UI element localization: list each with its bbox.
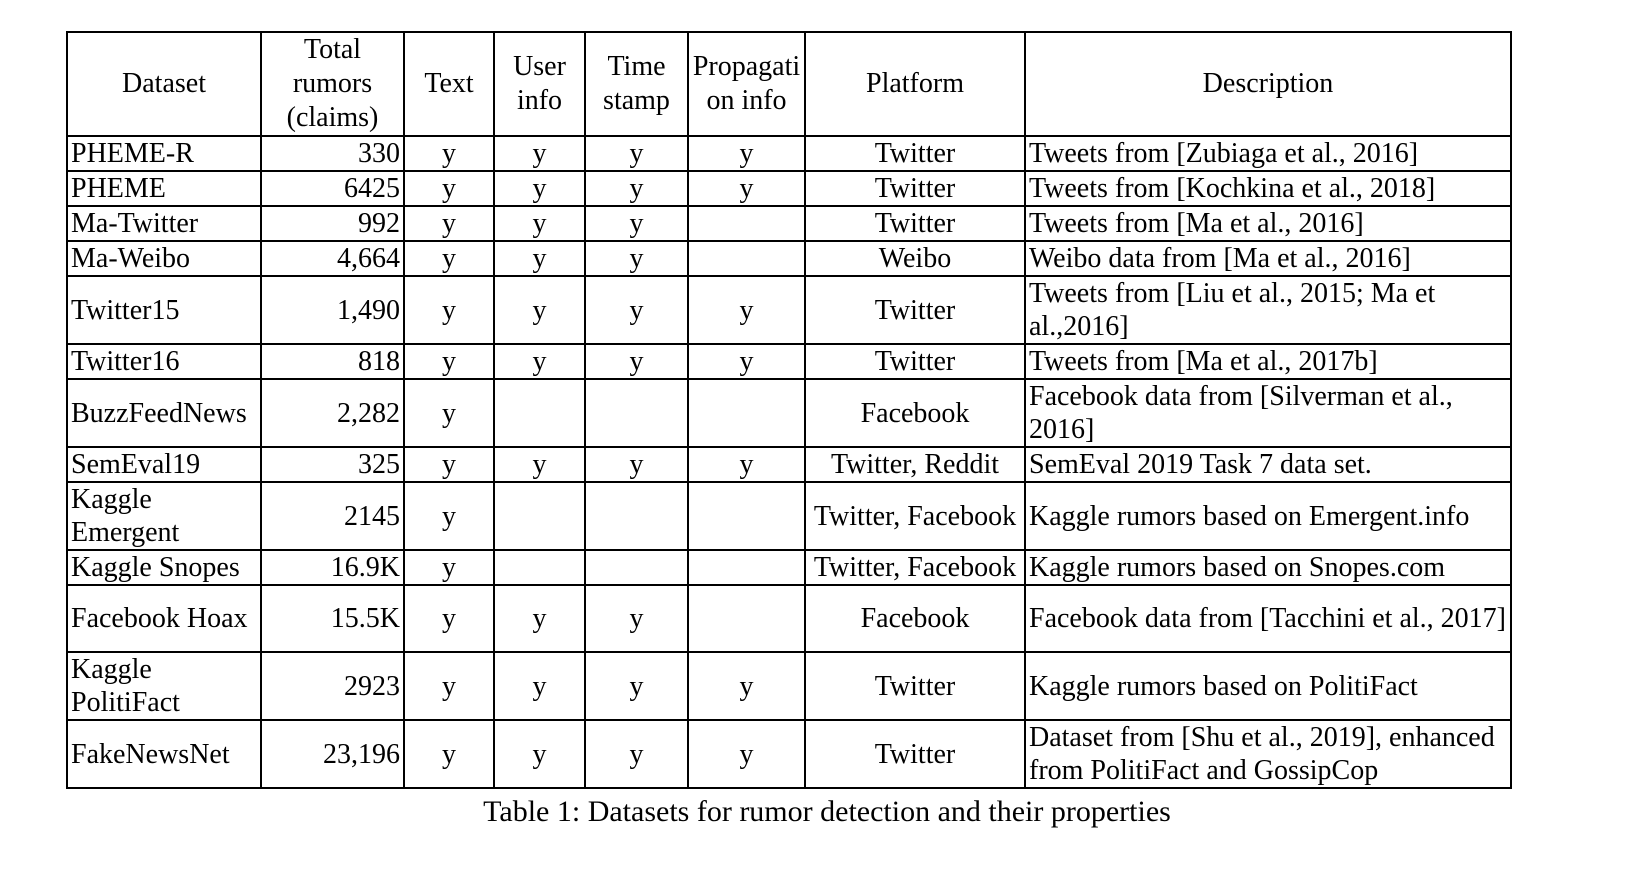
- cell-propagation-info: [688, 206, 805, 241]
- cell-total-rumors: 330: [261, 136, 404, 171]
- header-propagation-info: Propagati on info: [688, 32, 805, 136]
- cell-total-rumors: 2923: [261, 652, 404, 720]
- cell-total-rumors: 2145: [261, 482, 404, 550]
- cell-total-rumors: 2,282: [261, 379, 404, 447]
- cell-text: y: [404, 171, 494, 206]
- cell-time-stamp: [585, 482, 688, 550]
- cell-user-info: y: [494, 652, 585, 720]
- cell-platform: Twitter, Facebook: [805, 482, 1025, 550]
- cell-dataset: Kaggle Snopes: [67, 550, 261, 585]
- cell-description: Kaggle rumors based on PolitiFact: [1025, 652, 1511, 720]
- cell-propagation-info: [688, 241, 805, 276]
- cell-total-rumors: 325: [261, 447, 404, 482]
- cell-dataset: FakeNewsNet: [67, 720, 261, 788]
- cell-text: y: [404, 447, 494, 482]
- table-caption: Table 1: Datasets for rumor detection and their properties: [483, 795, 1171, 828]
- cell-time-stamp: y: [585, 652, 688, 720]
- cell-dataset: Ma-Weibo: [67, 241, 261, 276]
- cell-time-stamp: y: [585, 585, 688, 652]
- cell-propagation-info: y: [688, 171, 805, 206]
- table-row: [67, 652, 1511, 720]
- table-container: [66, 31, 1512, 789]
- cell-description: Tweets from [Zubiaga et al., 2016]: [1025, 136, 1511, 171]
- cell-propagation-info: [688, 550, 805, 585]
- cell-time-stamp: [585, 379, 688, 447]
- datasets-table: [66, 31, 1512, 789]
- header-text: Text: [404, 32, 494, 136]
- cell-user-info: [494, 550, 585, 585]
- cell-description: Tweets from [Kochkina et al., 2018]: [1025, 171, 1511, 206]
- cell-dataset: BuzzFeedNews: [67, 379, 261, 447]
- header-platform: Platform: [805, 32, 1025, 136]
- cell-dataset: Kaggle PolitiFact: [67, 652, 261, 720]
- cell-platform: Twitter, Reddit: [805, 447, 1025, 482]
- cell-text: y: [404, 585, 494, 652]
- table-row: [67, 720, 1511, 788]
- table-row: [67, 550, 1511, 585]
- cell-text: y: [404, 136, 494, 171]
- cell-text: y: [404, 276, 494, 344]
- cell-description: Kaggle rumors based on Snopes.com: [1025, 550, 1511, 585]
- cell-propagation-info: y: [688, 720, 805, 788]
- cell-propagation-info: y: [688, 447, 805, 482]
- cell-total-rumors: 16.9K: [261, 550, 404, 585]
- cell-description: Tweets from [Ma et al., 2017b]: [1025, 344, 1511, 379]
- header-description: Description: [1025, 32, 1511, 136]
- cell-platform: Twitter, Facebook: [805, 550, 1025, 585]
- cell-text: y: [404, 720, 494, 788]
- table-row: [67, 585, 1511, 652]
- cell-user-info: y: [494, 276, 585, 344]
- cell-platform: Twitter: [805, 652, 1025, 720]
- cell-total-rumors: 15.5K: [261, 585, 404, 652]
- cell-time-stamp: y: [585, 447, 688, 482]
- cell-description: Facebook data from [Tacchini et al., 2017]: [1025, 585, 1511, 652]
- cell-total-rumors: 992: [261, 206, 404, 241]
- cell-dataset: Twitter16: [67, 344, 261, 379]
- cell-user-info: y: [494, 447, 585, 482]
- cell-propagation-info: [688, 585, 805, 652]
- cell-propagation-info: y: [688, 276, 805, 344]
- cell-platform: Twitter: [805, 276, 1025, 344]
- cell-description: Kaggle rumors based on Emergent.info: [1025, 482, 1511, 550]
- cell-user-info: y: [494, 206, 585, 241]
- cell-time-stamp: y: [585, 276, 688, 344]
- cell-description: Weibo data from [Ma et al., 2016]: [1025, 241, 1511, 276]
- cell-user-info: y: [494, 344, 585, 379]
- cell-propagation-info: y: [688, 344, 805, 379]
- cell-platform: Facebook: [805, 585, 1025, 652]
- cell-text: y: [404, 482, 494, 550]
- cell-user-info: y: [494, 720, 585, 788]
- table-row: [67, 276, 1511, 344]
- cell-text: y: [404, 241, 494, 276]
- header-row: [67, 32, 1511, 136]
- cell-dataset: Twitter15: [67, 276, 261, 344]
- cell-text: y: [404, 344, 494, 379]
- header-total-rumors: Total rumors (claims): [261, 32, 404, 136]
- table-row: [67, 136, 1511, 171]
- cell-time-stamp: y: [585, 344, 688, 379]
- cell-user-info: [494, 482, 585, 550]
- table-body: [67, 136, 1511, 788]
- cell-platform: Facebook: [805, 379, 1025, 447]
- cell-total-rumors: 4,664: [261, 241, 404, 276]
- cell-dataset: SemEval19: [67, 447, 261, 482]
- table-row: [67, 379, 1511, 447]
- cell-description: Tweets from [Liu et al., 2015; Ma et al.,2016]: [1025, 276, 1511, 344]
- cell-user-info: y: [494, 136, 585, 171]
- cell-text: y: [404, 379, 494, 447]
- table-row: [67, 241, 1511, 276]
- table-row: [67, 482, 1511, 550]
- cell-propagation-info: y: [688, 652, 805, 720]
- cell-description: Tweets from [Ma et al., 2016]: [1025, 206, 1511, 241]
- cell-dataset: Kaggle Emergent: [67, 482, 261, 550]
- cell-user-info: y: [494, 241, 585, 276]
- cell-time-stamp: y: [585, 720, 688, 788]
- cell-platform: Twitter: [805, 171, 1025, 206]
- cell-dataset: Facebook Hoax: [67, 585, 261, 652]
- cell-text: y: [404, 550, 494, 585]
- cell-text: y: [404, 652, 494, 720]
- cell-total-rumors: 1,490: [261, 276, 404, 344]
- table-row: [67, 344, 1511, 379]
- cell-description: SemEval 2019 Task 7 data set.: [1025, 447, 1511, 482]
- cell-time-stamp: y: [585, 136, 688, 171]
- cell-text: y: [404, 206, 494, 241]
- cell-platform: Twitter: [805, 344, 1025, 379]
- table-row: [67, 206, 1511, 241]
- cell-time-stamp: y: [585, 206, 688, 241]
- table-row: [67, 447, 1511, 482]
- cell-dataset: PHEME: [67, 171, 261, 206]
- cell-time-stamp: [585, 550, 688, 585]
- cell-platform: Twitter: [805, 720, 1025, 788]
- header-time-stamp: Time stamp: [585, 32, 688, 136]
- cell-description: Facebook data from [Silverman et al., 2016]: [1025, 379, 1511, 447]
- cell-dataset: PHEME-R: [67, 136, 261, 171]
- cell-dataset: Ma-Twitter: [67, 206, 261, 241]
- cell-platform: Twitter: [805, 206, 1025, 241]
- cell-total-rumors: 23,196: [261, 720, 404, 788]
- cell-description: Dataset from [Shu et al., 2019], enhanced from PolitiFact and GossipCop: [1025, 720, 1511, 788]
- cell-user-info: y: [494, 585, 585, 652]
- cell-total-rumors: 818: [261, 344, 404, 379]
- cell-total-rumors: 6425: [261, 171, 404, 206]
- cell-propagation-info: y: [688, 136, 805, 171]
- cell-user-info: y: [494, 171, 585, 206]
- header-user-info: User info: [494, 32, 585, 136]
- cell-user-info: [494, 379, 585, 447]
- cell-propagation-info: [688, 379, 805, 447]
- cell-time-stamp: y: [585, 171, 688, 206]
- cell-time-stamp: y: [585, 241, 688, 276]
- cell-platform: Twitter: [805, 136, 1025, 171]
- header-dataset: Dataset: [67, 32, 261, 136]
- cell-propagation-info: [688, 482, 805, 550]
- table-row: [67, 171, 1511, 206]
- cell-platform: Weibo: [805, 241, 1025, 276]
